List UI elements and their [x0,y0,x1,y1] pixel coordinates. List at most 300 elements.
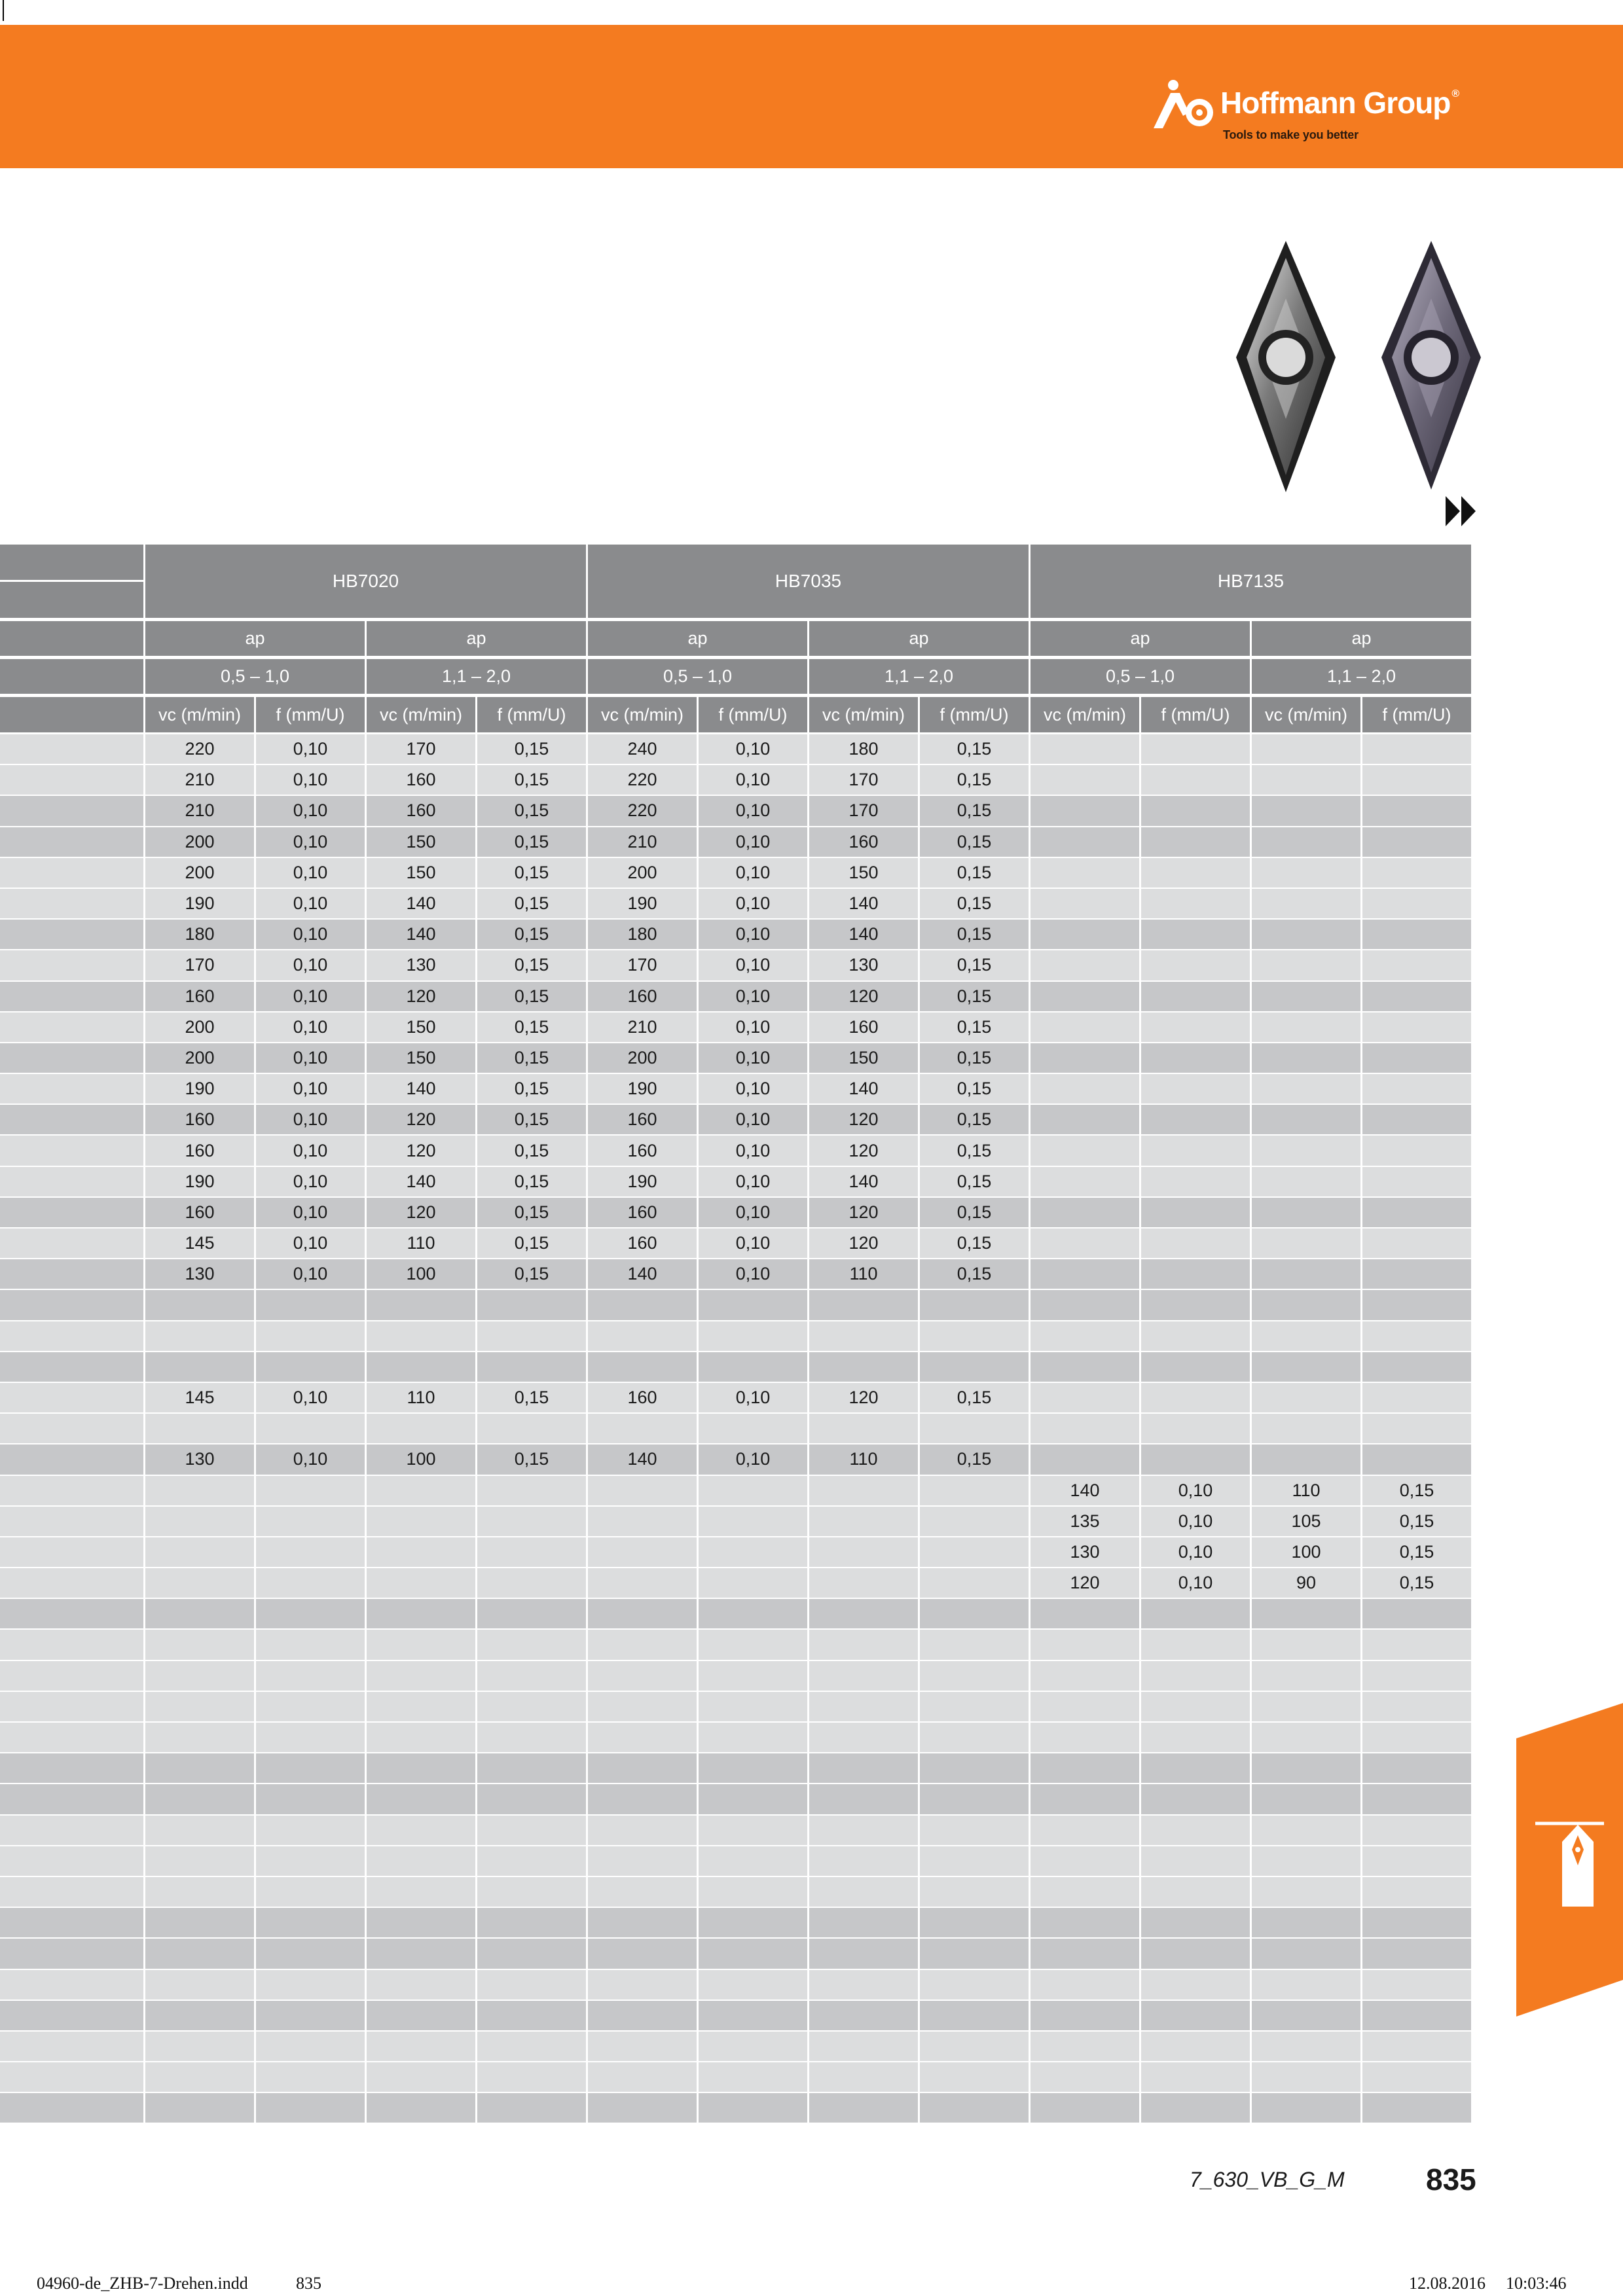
vc-value-cell: 100 [1252,1537,1362,1567]
vc-value-cell: 110 [809,1259,920,1289]
table-row [0,1167,1473,1198]
f-value-cell: 0,15 [920,950,1030,980]
f-value-cell [699,1877,809,1907]
vc-value-cell: 110 [367,1229,477,1258]
vc-value-cell: 130 [145,1259,256,1289]
f-value-cell [1141,1877,1252,1907]
f-value-cell [477,1877,588,1907]
f-value-cell: 0,15 [477,982,588,1011]
vc-value-cell: 160 [809,1013,920,1042]
f-value-cell [1362,827,1473,857]
f-value-cell: 0,10 [256,1229,367,1258]
f-value-cell [699,1290,809,1319]
f-value-cell: 0,15 [920,796,1030,825]
table-row [0,1013,1473,1043]
f-value-cell [477,1537,588,1567]
f-value-cell: 0,10 [699,827,809,857]
f-value-cell [477,1661,588,1691]
vc-value-cell [367,1414,477,1443]
f-value-cell [256,1692,367,1721]
f-value-cell: 0,10 [1141,1537,1252,1567]
vc-value-cell [809,1352,920,1382]
f-value-cell: 0,10 [256,1167,367,1196]
f-value-cell [1141,1229,1252,1258]
f-value-cell [1141,1167,1252,1196]
vc-value-cell [1252,1290,1362,1319]
f-value-cell: 0,15 [920,1136,1030,1165]
f-value-cell: 0,10 [256,950,367,980]
vc-value-cell [145,1599,256,1628]
table-row [0,1877,1473,1908]
table-row [0,982,1473,1013]
row-label-cell [0,1198,145,1227]
f-value-cell [920,1908,1030,1937]
vc-value-cell [367,1630,477,1659]
vc-value-cell: 170 [809,765,920,795]
vc-value-cell: 200 [145,1043,256,1073]
vc-value-cell [1030,889,1141,918]
vc-value-cell [367,1692,477,1721]
vc-value-cell: 190 [145,889,256,918]
row-label-header [0,697,145,732]
f-value-cell: 0,10 [699,1229,809,1258]
f-value-cell [699,1846,809,1876]
f-value-cell: 0,15 [477,1383,588,1412]
f-value-cell [1362,1692,1473,1721]
vc-value-cell [1030,1692,1141,1721]
row-label-cell [0,734,145,764]
vc-value-cell [145,1290,256,1319]
vc-value-cell [1252,1661,1362,1691]
row-label-cell [0,2001,145,2030]
f-value-cell [1362,1877,1473,1907]
table-row [0,1105,1473,1136]
f-value-cell: 0,10 [699,920,809,949]
vc-value-cell: 140 [809,889,920,918]
row-label-cell [0,1599,145,1628]
f-value-cell: 0,15 [920,982,1030,1011]
table-row [0,765,1473,796]
slug-page-number: 835 [296,2274,321,2293]
slug-date: 12.08.2016 [1409,2274,1486,2293]
f-value-cell: 0,10 [699,889,809,918]
vc-value-cell: 150 [809,1043,920,1073]
vc-header-cell: vc (m/min) [145,697,256,732]
vc-value-cell [145,1753,256,1783]
vc-value-cell [1030,1259,1141,1289]
f-value-cell [920,1784,1030,1814]
f-value-cell [1141,1383,1252,1412]
brand-logo [1154,75,1481,149]
f-value-cell: 0,15 [477,734,588,764]
vc-value-cell [1252,1259,1362,1289]
vc-value-cell: 190 [588,1167,699,1196]
vc-value-cell [1030,1414,1141,1443]
f-value-cell: 0,10 [699,1074,809,1103]
f-value-cell [699,1321,809,1351]
grade-header: HB7135 [1030,545,1473,618]
f-value-cell [256,1846,367,1876]
ap-label-cell: ap [145,621,367,656]
f-value-cell [1362,1229,1473,1258]
f-value-cell [920,1476,1030,1505]
vc-value-cell: 140 [809,1167,920,1196]
f-value-cell: 0,10 [256,796,367,825]
vc-value-cell [1030,1630,1141,1659]
vc-value-cell [588,1939,699,1968]
vc-value-cell: 160 [588,1229,699,1258]
f-value-cell [920,2001,1030,2030]
vc-value-cell: 140 [367,889,477,918]
f-value-cell [1362,1630,1473,1659]
f-value-cell [1362,1444,1473,1474]
f-value-cell: 0,15 [920,1105,1030,1134]
f-value-cell: 0,10 [256,889,367,918]
vc-value-cell [145,1939,256,1968]
vc-value-cell [145,1970,256,2000]
registered-mark: ® [1451,88,1459,99]
f-value-cell [256,2093,367,2123]
vc-value-cell [588,2093,699,2123]
vc-value-cell [809,1846,920,1876]
table-row [0,1352,1473,1383]
vc-value-cell [145,1908,256,1937]
double-arrow-icon [1446,496,1477,526]
row-label-cell [0,1784,145,1814]
vc-value-cell [367,1753,477,1783]
row-label-cell [0,1444,145,1474]
f-value-cell [1362,1136,1473,1165]
ap-label-cell: ap [1252,621,1473,656]
vc-value-cell: 190 [588,889,699,918]
brand-name [1220,85,1459,120]
f-value-cell: 0,15 [477,1259,588,1289]
vc-header-cell: vc (m/min) [809,697,920,732]
vc-value-cell: 120 [809,1198,920,1227]
vc-value-cell: 100 [367,1259,477,1289]
table-row [0,1568,1473,1599]
vc-value-cell [145,1816,256,1845]
f-value-cell: 0,15 [477,1105,588,1134]
vc-value-cell [1030,1877,1141,1907]
f-value-cell [1362,1939,1473,1968]
vc-value-cell [1030,1661,1141,1691]
f-value-cell [477,2062,588,2092]
vc-value-cell [809,1507,920,1536]
vc-value-cell [588,1877,699,1907]
grade-header: HB7020 [145,545,588,618]
f-value-cell [920,1630,1030,1659]
f-value-cell [477,1939,588,1968]
table-row [0,1537,1473,1568]
f-value-cell: 0,15 [920,858,1030,888]
ap-range-cell: 0,5 – 1,0 [145,659,367,694]
f-header-cell: f (mm/U) [920,697,1030,732]
vc-value-cell [367,2032,477,2061]
vc-value-cell [367,1321,477,1351]
f-value-cell [920,1290,1030,1319]
vc-value-cell [1252,1198,1362,1227]
vc-value-cell [145,1692,256,1721]
vc-value-cell [1252,1877,1362,1907]
table-row [0,1507,1473,1537]
f-value-cell: 0,10 [256,1074,367,1103]
f-value-cell [699,1784,809,1814]
vc-value-cell: 145 [145,1229,256,1258]
vc-value-cell: 200 [145,1013,256,1042]
f-value-cell: 0,10 [256,1136,367,1165]
row-label-cell [0,1259,145,1289]
vc-value-cell [367,1970,477,2000]
f-value-cell [477,1321,588,1351]
vc-value-cell [1030,1723,1141,1752]
row-label-cell [0,796,145,825]
row-label-cell [0,1383,145,1412]
table-row [0,1939,1473,1969]
row-label-cell [0,1661,145,1691]
f-value-cell [1141,1198,1252,1227]
table-row [0,1043,1473,1074]
f-value-cell [699,1723,809,1752]
unit-header-row [0,697,1473,734]
f-value-cell [1141,1013,1252,1042]
brand-tagline: Tools to make you better [1223,128,1359,141]
f-value-cell [477,1908,588,1937]
f-value-cell [1362,2001,1473,2030]
row-label-cell [0,1074,145,1103]
vc-value-cell [1252,827,1362,857]
vc-value-cell [1030,858,1141,888]
f-value-cell: 0,10 [699,1136,809,1165]
vc-value-cell [588,1908,699,1937]
vc-value-cell [367,1352,477,1382]
vc-value-cell [1030,1784,1141,1814]
table-row [0,2062,1473,2093]
f-value-cell [1362,1290,1473,1319]
f-value-cell: 0,10 [699,1013,809,1042]
vc-value-cell [145,1352,256,1382]
f-value-cell [477,1476,588,1505]
f-value-cell: 0,15 [477,950,588,980]
f-value-cell [256,1877,367,1907]
f-value-cell [1141,1352,1252,1382]
vc-value-cell: 135 [1030,1507,1141,1536]
f-value-cell [477,1753,588,1783]
table-row [0,2001,1473,2032]
vc-value-cell: 180 [145,920,256,949]
f-value-cell [1141,1043,1252,1073]
f-value-cell [1362,1784,1473,1814]
f-value-cell: 0,15 [920,1444,1030,1474]
vc-value-cell: 200 [145,858,256,888]
vc-value-cell: 170 [809,796,920,825]
f-value-cell: 0,15 [477,889,588,918]
f-value-cell [920,2032,1030,2061]
f-value-cell [1362,1259,1473,1289]
vc-value-cell [588,2062,699,2092]
vc-value-cell: 160 [588,982,699,1011]
vc-value-cell [367,1846,477,1876]
f-value-cell: 0,15 [920,1013,1030,1042]
f-value-cell [1141,1136,1252,1165]
vc-value-cell [1030,1753,1141,1783]
f-value-cell [1362,889,1473,918]
vc-header-cell: vc (m/min) [588,697,699,732]
f-value-cell [256,2062,367,2092]
vc-value-cell [588,1723,699,1752]
f-value-cell: 0,10 [699,734,809,764]
vc-value-cell: 110 [809,1444,920,1474]
vc-value-cell: 160 [145,1198,256,1227]
f-value-cell: 0,10 [699,765,809,795]
row-label-header [0,659,145,694]
f-value-cell [920,1723,1030,1752]
table-row [0,1661,1473,1692]
f-value-cell: 0,15 [477,1167,588,1196]
vc-value-cell [1030,796,1141,825]
f-value-cell [1362,1352,1473,1382]
f-value-cell: 0,10 [699,1444,809,1474]
vc-value-cell: 120 [809,982,920,1011]
row-label-cell [0,1476,145,1505]
vc-value-cell [588,1321,699,1351]
vc-value-cell [1030,734,1141,764]
vc-value-cell [1030,1846,1141,1876]
vc-value-cell [1030,1043,1141,1073]
table-row [0,1630,1473,1660]
vc-value-cell [588,1784,699,1814]
vc-value-cell [1030,1229,1141,1258]
f-value-cell: 0,10 [256,1043,367,1073]
vc-value-cell: 110 [1252,1476,1362,1505]
vc-value-cell [1030,1444,1141,1474]
table-row [0,1074,1473,1105]
f-value-cell: 0,10 [1141,1507,1252,1536]
f-value-cell [920,1877,1030,1907]
row-label-cell [0,1229,145,1258]
table-row [0,1414,1473,1444]
f-value-cell [699,1753,809,1783]
f-value-cell: 0,15 [477,765,588,795]
row-label-cell [0,1167,145,1196]
f-value-cell [1141,1661,1252,1691]
table-row [0,1784,1473,1815]
f-value-cell [256,1939,367,1968]
f-value-cell [1362,2093,1473,2123]
vc-value-cell [1030,920,1141,949]
row-label-cell [0,2062,145,2092]
vc-value-cell: 130 [367,950,477,980]
f-value-cell: 0,10 [256,1013,367,1042]
vc-value-cell [145,1568,256,1598]
vc-value-cell [588,1846,699,1876]
f-value-cell [256,1290,367,1319]
vc-value-cell [588,1661,699,1691]
ap-label-cell: ap [367,621,588,656]
vc-value-cell [1030,1908,1141,1937]
vc-value-cell [1252,2001,1362,2030]
f-value-cell [1141,1321,1252,1351]
f-value-cell [699,1507,809,1536]
f-value-cell [256,1723,367,1752]
vc-value-cell [588,1753,699,1783]
f-value-cell: 0,15 [920,1074,1030,1103]
f-value-cell [1141,796,1252,825]
slug-time: 10:03:46 [1506,2274,1567,2293]
f-value-cell [699,1599,809,1628]
f-value-cell [256,1537,367,1567]
vc-value-cell [367,1507,477,1536]
f-value-cell [256,2032,367,2061]
crop-mark [3,0,4,21]
row-label-cell [0,1692,145,1721]
f-value-cell [477,2032,588,2061]
f-value-cell [1141,2093,1252,2123]
table-row [0,1259,1473,1290]
vc-value-cell [809,1692,920,1721]
table-row [0,1599,1473,1630]
f-value-cell [477,1784,588,1814]
vc-value-cell: 190 [145,1074,256,1103]
catalog-code: 7_630_VB_G_M [1190,2168,1345,2191]
vc-value-cell: 130 [1030,1537,1141,1567]
vc-value-cell [145,1661,256,1691]
f-value-cell: 0,10 [699,1105,809,1134]
f-value-cell [256,1599,367,1628]
f-value-cell [256,1970,367,2000]
f-value-cell: 0,15 [920,1167,1030,1196]
vc-value-cell: 190 [588,1074,699,1103]
vc-value-cell [809,1321,920,1351]
vc-value-cell [1252,1043,1362,1073]
vc-value-cell [588,2001,699,2030]
f-value-cell [1141,1816,1252,1845]
ap-range-cell: 0,5 – 1,0 [588,659,809,694]
row-label-cell [0,1136,145,1165]
f-value-cell [1141,2062,1252,2092]
f-value-cell [1362,1816,1473,1845]
f-value-cell [920,1816,1030,1845]
table-row [0,1692,1473,1723]
vc-value-cell [367,1290,477,1319]
vc-value-cell [1030,2093,1141,2123]
vc-value-cell [1252,982,1362,1011]
f-value-cell [256,1352,367,1382]
vc-value-cell: 160 [145,1136,256,1165]
f-value-cell [920,1753,1030,1783]
vc-value-cell [1252,1846,1362,1876]
vc-value-cell [1030,2001,1141,2030]
vc-value-cell: 160 [588,1105,699,1134]
f-value-cell: 0,10 [699,1043,809,1073]
table-row [0,1321,1473,1352]
f-value-cell: 0,15 [920,827,1030,857]
vc-value-cell: 140 [809,1074,920,1103]
vc-value-cell: 210 [588,827,699,857]
vc-value-cell: 160 [588,1136,699,1165]
vc-value-cell [1030,1074,1141,1103]
vc-value-cell [1030,1816,1141,1845]
table-row [0,2032,1473,2062]
f-value-cell: 0,10 [699,1167,809,1196]
f-value-cell [920,1507,1030,1536]
vc-value-cell [809,1970,920,2000]
f-value-cell [1141,858,1252,888]
f-value-cell [256,1753,367,1783]
vc-value-cell: 160 [367,765,477,795]
vc-value-cell [809,1753,920,1783]
f-value-cell [256,1908,367,1937]
